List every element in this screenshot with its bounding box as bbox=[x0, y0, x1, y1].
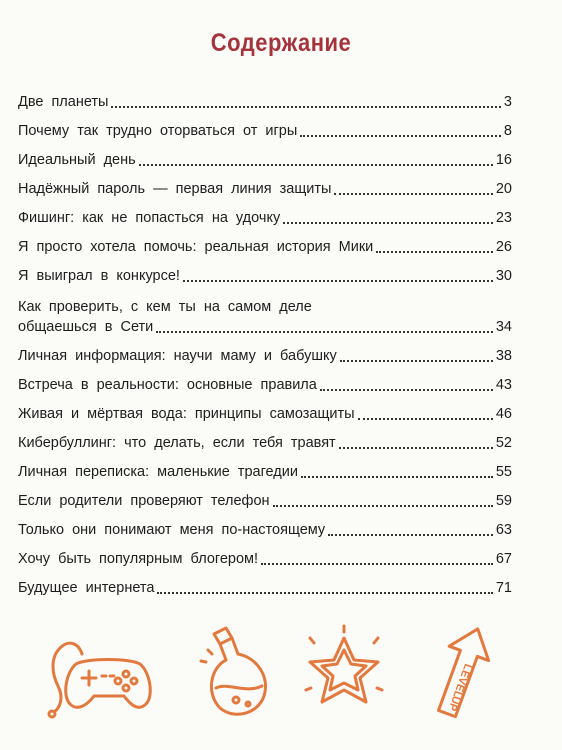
toc-entry-row bbox=[18, 319, 512, 336]
toc-entry-title: Я выиграл в конкурсе! bbox=[18, 268, 180, 284]
toc-leader-dots bbox=[157, 592, 492, 594]
toc-leader-dots bbox=[139, 164, 493, 166]
toc-entry-title: Две планеты bbox=[18, 94, 109, 110]
toc-entry-page: 38 bbox=[495, 348, 512, 364]
toc-entry[interactable] bbox=[18, 481, 512, 510]
level-up-arrow-icon bbox=[416, 620, 506, 730]
toc-entry-page: 59 bbox=[495, 493, 512, 509]
toc-leader-dots bbox=[111, 106, 500, 108]
level-up-text-up: UP bbox=[445, 694, 463, 713]
toc-entry-page: 63 bbox=[495, 522, 512, 538]
toc-leader-dots bbox=[358, 418, 493, 420]
decorative-icons-row bbox=[0, 620, 562, 730]
toc-entry[interactable] bbox=[18, 140, 512, 169]
toc-entry[interactable] bbox=[18, 198, 512, 227]
toc-leader-dots bbox=[283, 222, 493, 224]
toc-leader-dots bbox=[376, 251, 493, 253]
toc-entry[interactable] bbox=[18, 452, 512, 481]
potion-flask-icon bbox=[196, 624, 276, 724]
toc-entry[interactable] bbox=[18, 365, 512, 394]
toc-entry-page: 16 bbox=[495, 152, 512, 168]
toc-leader-dots bbox=[156, 331, 493, 333]
toc-entry-title: Живая и мёртвая вода: принципы самозащиты bbox=[18, 406, 355, 422]
toc-entry-page: 52 bbox=[495, 435, 512, 451]
toc-entry-page: 20 bbox=[495, 181, 512, 197]
toc-entry-title: Я просто хотела помочь: реальная история Мики bbox=[18, 239, 374, 255]
toc-entry[interactable] bbox=[18, 256, 512, 285]
toc-list bbox=[18, 82, 512, 597]
gamepad-icon bbox=[38, 624, 158, 720]
toc-entry-title: Личная переписка: маленькие трагедии bbox=[18, 464, 298, 480]
toc-entry-title-line1: Как проверить, с кем ты на самом деле bbox=[18, 299, 312, 315]
toc-entry-page: 71 bbox=[495, 580, 512, 596]
toc-entry[interactable] bbox=[18, 394, 512, 423]
toc-entry-title: Будущее интернета bbox=[18, 580, 155, 596]
toc-entry-page: 3 bbox=[503, 94, 512, 110]
toc-entry-title: Идеальный день bbox=[18, 152, 136, 168]
toc-entry-page: 55 bbox=[495, 464, 512, 480]
toc-entry[interactable] bbox=[18, 227, 512, 256]
toc-entry[interactable] bbox=[18, 111, 512, 140]
toc-entry-page: 30 bbox=[495, 268, 512, 284]
toc-entry-title: Только они понимают меня по-настоящему bbox=[18, 522, 326, 538]
toc-entry-title: Если родители проверяют телефон bbox=[18, 493, 270, 509]
toc-leader-dots bbox=[261, 563, 493, 565]
toc-entry-title: Почему так трудно оторваться от игры bbox=[18, 123, 298, 139]
toc-leader-dots bbox=[320, 389, 493, 391]
toc-entry-title: Хочу быть популярным блогером! bbox=[18, 551, 259, 567]
toc-entry-page: 23 bbox=[495, 210, 512, 226]
toc-entry-title: Кибербуллинг: что делать, если тебя травят bbox=[18, 435, 336, 451]
toc-entry[interactable] bbox=[18, 423, 512, 452]
toc-entry[interactable] bbox=[18, 169, 512, 198]
toc-entry[interactable] bbox=[18, 539, 512, 568]
toc-entry[interactable] bbox=[18, 568, 512, 597]
toc-leader-dots bbox=[183, 280, 493, 282]
toc-leader-dots bbox=[339, 447, 493, 449]
level-up-text-level: LEVEL bbox=[450, 662, 474, 700]
toc-entry-page: 34 bbox=[495, 319, 512, 335]
toc-leader-dots bbox=[301, 476, 493, 478]
toc-entry-title: Встреча в реальности: основные правила bbox=[18, 377, 317, 393]
toc-entry-page: 46 bbox=[495, 406, 512, 422]
toc-entry-title-line2: общаешься в Сети bbox=[18, 319, 154, 335]
toc-entry-title: Личная информация: научи маму и бабушку bbox=[18, 348, 337, 364]
toc-leader-dots bbox=[300, 135, 501, 137]
toc-entry-page: 26 bbox=[495, 239, 512, 255]
toc-leader-dots bbox=[328, 534, 493, 536]
toc-entry-page: 67 bbox=[495, 551, 512, 567]
toc-entry[interactable] bbox=[18, 285, 512, 336]
toc-leader-dots bbox=[334, 193, 492, 195]
toc-entry-title: Фишинг: как не попасться на удочку bbox=[18, 210, 281, 226]
toc-leader-dots bbox=[340, 360, 493, 362]
toc-entry-title: Надёжный пароль — первая линия защиты bbox=[18, 181, 332, 197]
toc-leader-dots bbox=[273, 505, 493, 507]
toc-entry-page: 43 bbox=[495, 377, 512, 393]
toc-entry[interactable] bbox=[18, 336, 512, 365]
toc-entry-page: 8 bbox=[503, 123, 512, 139]
star-icon bbox=[298, 624, 390, 716]
page-title: Содержание bbox=[210, 28, 352, 57]
toc-entry[interactable] bbox=[18, 510, 512, 539]
toc-entry[interactable] bbox=[18, 82, 512, 111]
